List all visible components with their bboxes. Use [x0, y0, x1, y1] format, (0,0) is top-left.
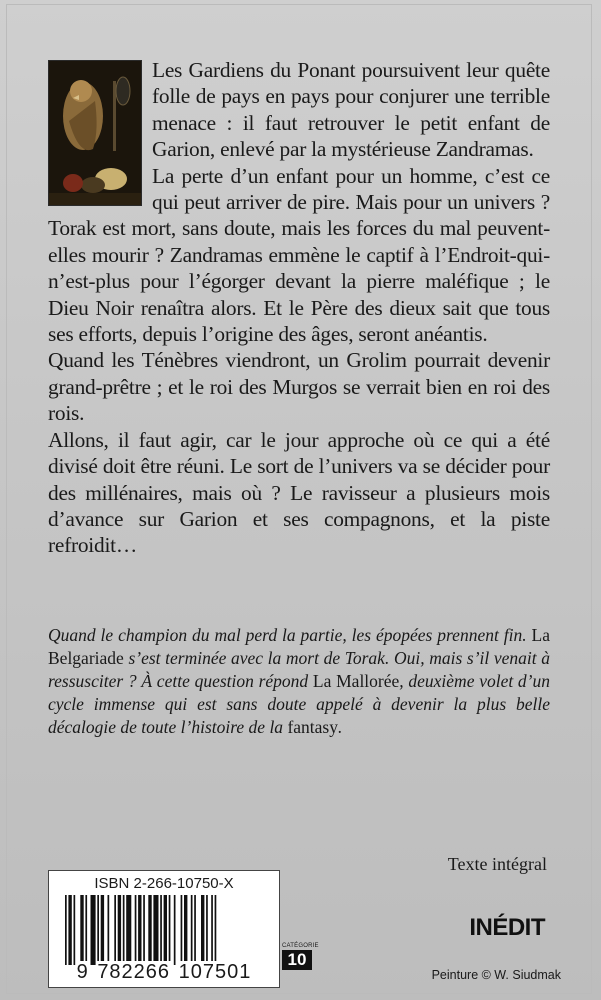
barcode-bar: [153, 895, 158, 965]
barcode-bar: [126, 895, 131, 965]
genre-word: fantasy: [287, 717, 338, 737]
barcode-bar: [101, 895, 104, 965]
barcode-bar: [91, 895, 96, 965]
barcode-bar: [65, 895, 67, 965]
barcode-bar: [174, 895, 176, 965]
summary-paragraph-3: Quand les Ténèbres viendront, un Grolim pourrait devenir grand-prêtre ; et le roi des Murgos se verrait bien en roi des rois.: [48, 348, 550, 426]
series-title-mallorée: La Mallorée: [312, 671, 400, 691]
summary-paragraph-1: Les Gardiens du Ponant poursuivent leur quête folle de pays en pays pour conjurer une terrible menace : il faut retrouver le petit enfant de Garion, enlevé par la mystérieuse Zandramas.: [152, 58, 550, 162]
series-blurb: [48, 624, 550, 739]
painting-spacer: [48, 57, 152, 215]
barcode-bar: [194, 895, 196, 965]
barcode-bars-icon: [65, 895, 265, 965]
barcode-bar: [215, 895, 217, 965]
barcode-bar: [211, 895, 213, 965]
barcode-bar: [123, 895, 125, 965]
barcode-bar: [206, 895, 208, 965]
barcode-bar: [181, 895, 183, 965]
series-blurb-text: Quand le champion du mal perd la partie, les épopées prennent fin. La Belgariade s’est terminée avec la mort de Torak. Oui, mais s’il venait à ressusciter ? À cette question répond La Mallorée, deuxième volet d’un cycle immense qui est sans doute appelé à devenir la plus belle décalogie de toute l’histoire de la fantasy.: [48, 625, 551, 737]
barcode-bar: [114, 895, 116, 965]
back-cover-summary: [48, 57, 550, 559]
barcode-bar: [135, 895, 137, 965]
category-number: 10: [282, 950, 312, 970]
barcode-bar: [143, 895, 145, 965]
barcode-bar: [97, 895, 99, 965]
barcode: [48, 870, 280, 988]
series-title-belgariade: La Belgariade: [48, 625, 550, 668]
summary-paragraph-2: La perte d’un enfant pour un homme, c’est ce qui peut arriver de pire. Mais pour un univers ? Torak est mort, sans doute, mais les forces du mal peuvent-elles mourir ? Zandramas emmène le captif à l’Endroit-qui-n’est-plus pour l’égorger devant la pierre maléfique ; le Dieu Noir renaîtra alors. Et le Père des dieux sait que tous ses efforts, depuis l’origine des âges, seront anéantis.: [48, 163, 550, 347]
painting-credit: Peinture © W. Siudmak: [431, 968, 561, 982]
barcode-bar: [74, 895, 76, 965]
summary-paragraph-4: Allons, il faut agir, car le jour approche où ce qui a été divisé doit être réuni. Le sort de l’univers va se décider pour des millénaires, mais où ? Le ravisseur a plusieurs mois d’avance sur Garion et ses compagnons, et la piste refroidit…: [48, 427, 550, 558]
barcode-bar: [201, 895, 204, 965]
barcode-bar: [148, 895, 151, 965]
category-label: CATÉGORIE: [282, 943, 319, 949]
barcode-bar: [169, 895, 171, 965]
ean-right-group: 107501: [178, 961, 252, 983]
barcode-bar: [118, 895, 121, 965]
barcode-bar: [80, 895, 83, 965]
barcode-bar: [138, 895, 141, 965]
barcode-bar: [184, 895, 187, 965]
ean-first-digit: 9: [76, 961, 89, 983]
category-badge: [282, 943, 319, 970]
barcode-bar: [160, 895, 162, 965]
barcode-bar: [108, 895, 110, 965]
barcode-bar: [68, 895, 71, 965]
isbn-number: ISBN 2-266-10750-X: [94, 875, 234, 892]
texte-integral-label: Texte intégral: [447, 854, 547, 874]
inedit-label: INÉDIT: [469, 914, 545, 941]
barcode-bar: [164, 895, 167, 965]
barcode-bar: [85, 895, 87, 965]
ean-digits: [49, 961, 279, 984]
ean-left-group: 782266: [97, 961, 171, 983]
barcode-bar: [191, 895, 193, 965]
